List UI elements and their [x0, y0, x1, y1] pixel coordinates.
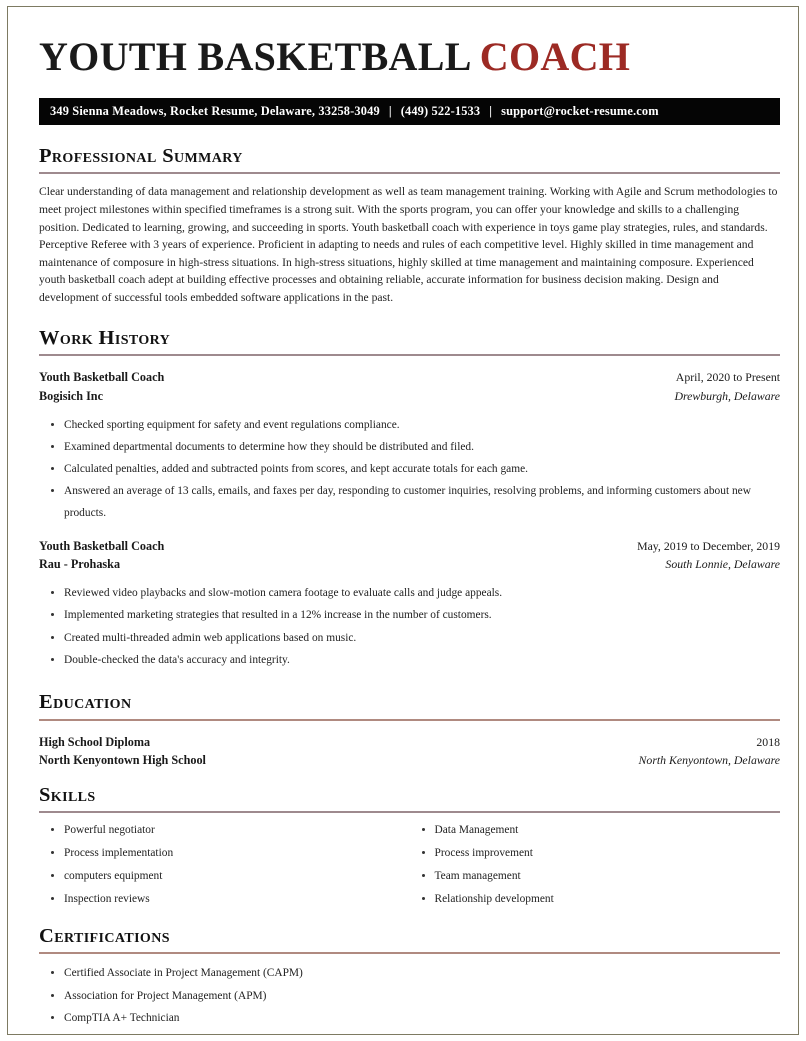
work-entry — [39, 368, 780, 525]
education-degree: High School Diploma — [39, 734, 151, 749]
list-item: Answered an average of 13 calls, emails, and faxes per day, responding to customer inquiries, resolving problems, and informing customers about new products. — [39, 480, 780, 524]
list-item: CompTIA A+ Technician — [39, 1007, 780, 1029]
section-professional-summary — [39, 145, 780, 307]
list-item: Data Management — [410, 819, 781, 842]
work-entry-title-row — [39, 537, 780, 556]
summary-paragraph: Clear understanding of data management and relationship development as well as team management training. Working with Agile and Scrum methodologies to meet project milestones within specified timeframes is a strong suit. With the sports program, you can offer your knowledge and skills to a challenging position. Dedicated to learning, growing, and succeeding in sports. Youth basketball coach with experience in toys game play strategies, rules, and standards. Perceptive Referee with 3 years of experience. Proficient in adapting to needs and rules of each competitive level. Highly skilled in time management and maintenance of composure in high-stress situations. In high-stress situations, highly skilled at time management and maintaining composure. Experienced youth basketball coach adept at building effective processes and obtaining reliable, accurate information for business decision making. Design and development of successful tools embedded software applications in the past. — [39, 185, 778, 304]
list-item: Checked sporting equipment for safety and event regulations compliance. — [39, 414, 780, 436]
work-job-title: Youth Basketball Coach — [39, 370, 165, 385]
list-item: Calculated penalties, added and subtracted points from scores, and kept accurate totals for each game. — [39, 458, 780, 480]
contact-separator-1: | — [388, 103, 392, 118]
resume-page — [7, 6, 799, 1035]
work-company: Rau - Prohaska — [39, 557, 121, 572]
section-heading-work-history: Work History — [39, 326, 171, 349]
section-education — [39, 691, 780, 770]
section-heading-education: Education — [39, 691, 132, 714]
work-dates: April, 2020 to Present — [675, 370, 780, 385]
work-entry-company-row — [39, 555, 780, 574]
list-item: Team management — [410, 865, 781, 888]
candidate-name-accent: COACH — [479, 34, 631, 79]
section-certifications — [39, 925, 780, 1029]
education-entry — [39, 733, 780, 770]
list-item: Created multi-threaded admin web applications based on music. — [39, 627, 780, 649]
skills-columns — [39, 819, 780, 910]
contact-bar — [39, 98, 780, 125]
section-heading-skills: Skills — [39, 783, 96, 806]
work-company: Bogisich Inc — [39, 388, 103, 403]
contact-address: 349 Sienna Meadows, Rocket Resume, Delaware, 33258-3049 — [50, 103, 380, 118]
work-entry — [39, 537, 780, 671]
skills-column-right — [410, 819, 781, 910]
section-divider-summary — [39, 172, 780, 174]
section-divider-education — [39, 719, 780, 721]
section-skills — [39, 784, 780, 911]
section-divider-certifications — [39, 952, 780, 954]
section-heading-certifications: Certifications — [39, 924, 170, 947]
contact-phone: (449) 522-1533 — [400, 103, 481, 118]
work-location: Drewburgh, Delaware — [674, 388, 780, 403]
candidate-name-primary: YOUTH BASKETBALL — [39, 34, 480, 79]
page-title — [39, 35, 777, 80]
list-item: Certified Associate in Project Management (CAPM) — [39, 962, 780, 984]
skills-column-left — [39, 819, 410, 910]
work-entry-company-row — [39, 387, 780, 406]
list-item: Association for Project Management (APM) — [39, 985, 780, 1007]
education-location: North Kenyontown, Delaware — [638, 753, 780, 768]
work-bullet-list — [39, 414, 780, 525]
section-divider-skills — [39, 811, 780, 813]
list-item: Relationship development — [410, 888, 781, 911]
list-item: Process implementation — [39, 842, 410, 865]
list-item: computers equipment — [39, 865, 410, 888]
list-item: Examined departmental documents to determine how they should be distributed and filed. — [39, 436, 780, 458]
contact-separator-2: | — [489, 103, 493, 118]
education-school-row — [39, 751, 780, 770]
education-degree-row — [39, 733, 780, 752]
contact-email[interactable]: support@rocket-resume.com — [501, 103, 659, 118]
section-work-history — [39, 327, 780, 671]
certifications-list — [39, 962, 780, 1029]
list-item: Process improvement — [410, 842, 781, 865]
education-school: North Kenyontown High School — [39, 753, 206, 768]
work-entry-title-row — [39, 368, 780, 387]
list-item: Reviewed video playbacks and slow-motion camera footage to evaluate calls and judge appeals. — [39, 582, 780, 604]
work-dates: May, 2019 to December, 2019 — [637, 538, 780, 553]
work-location: South Lonnie, Delaware — [665, 557, 780, 572]
section-heading-summary: Professional Summary — [39, 144, 243, 167]
education-year: 2018 — [756, 734, 780, 749]
list-item: Inspection reviews — [39, 888, 410, 911]
list-item: Implemented marketing strategies that resulted in a 12% increase in the number of customers. — [39, 604, 780, 626]
work-job-title: Youth Basketball Coach — [39, 538, 165, 553]
list-item: Double-checked the data's accuracy and integrity. — [39, 649, 780, 671]
list-item: Powerful negotiator — [39, 819, 410, 842]
work-bullet-list — [39, 582, 780, 671]
section-divider-work-history — [39, 354, 780, 356]
